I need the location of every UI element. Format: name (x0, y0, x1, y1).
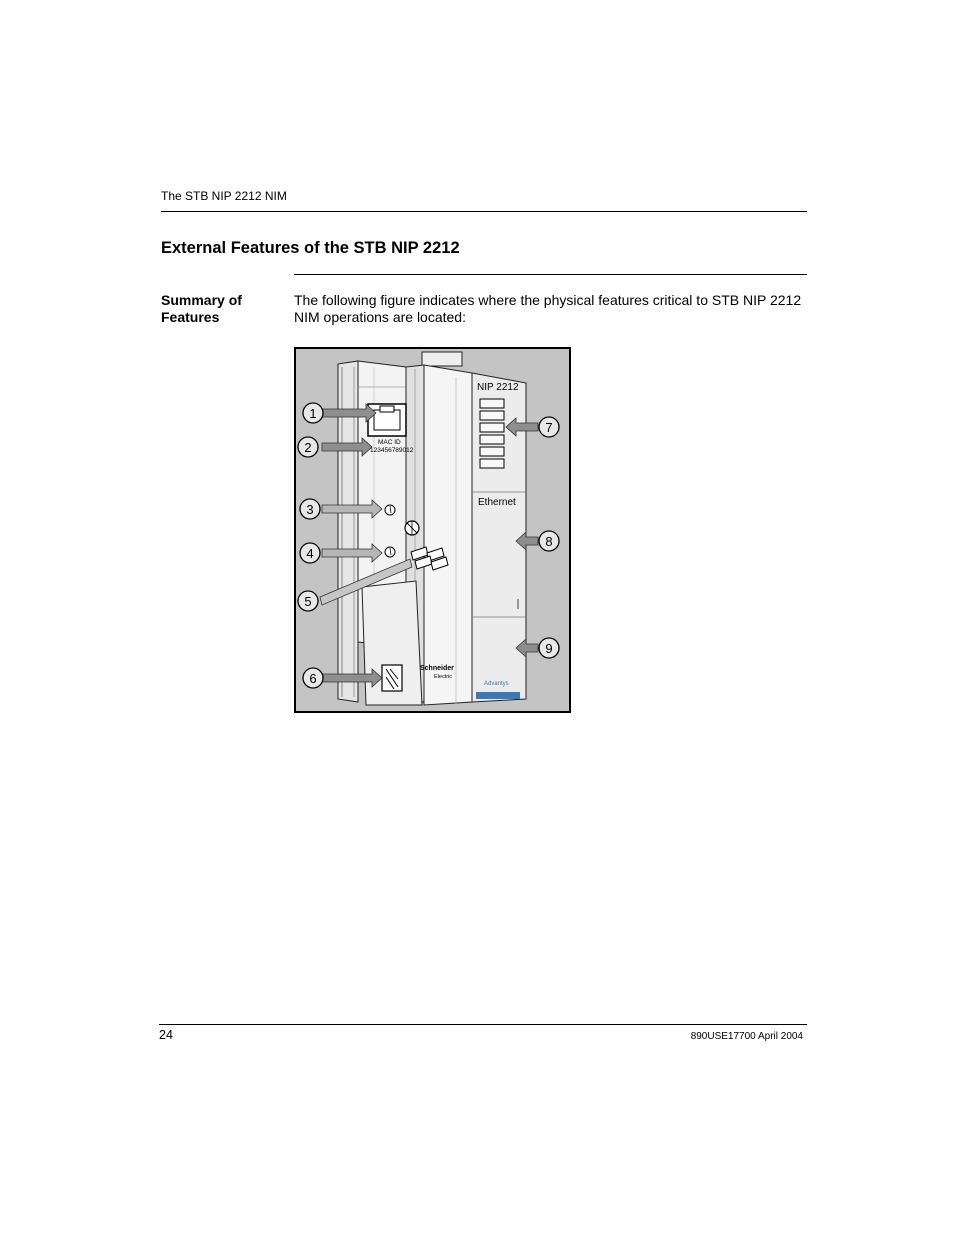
product-line: Advantys (484, 681, 509, 687)
section-title: External Features of the STB NIP 2212 (161, 239, 460, 257)
running-header: The STB NIP 2212 NIM (161, 189, 287, 203)
brand-line2: Electric (434, 674, 453, 680)
module-right-edge (472, 373, 526, 702)
module-right-housing (424, 365, 472, 705)
callout-6 (303, 668, 323, 688)
summary-label-line2: Features (161, 309, 220, 325)
callout-8 (539, 531, 559, 551)
svg-text:7: 7 (545, 420, 553, 435)
brand-line1: Schneider (420, 665, 454, 672)
svg-text:5: 5 (304, 594, 312, 609)
footer-rule (159, 1024, 807, 1025)
callout-7 (539, 417, 559, 437)
callout-5 (298, 591, 318, 611)
module-top-tab (422, 352, 462, 366)
document-id: 890USE17700 April 2004 (690, 1031, 803, 1042)
nim-figure (294, 347, 571, 713)
product-badge (476, 692, 520, 699)
svg-text:4: 4 (306, 546, 314, 561)
svg-text:1: 1 (309, 406, 317, 421)
callout-9 (539, 638, 559, 658)
callout-4 (300, 543, 320, 563)
summary-label (161, 292, 281, 326)
summary-text: The following figure indicates where the physical features critical to STB NIP 2212 NIM operations are located: (294, 292, 802, 325)
section-rule (294, 274, 807, 275)
svg-text:8: 8 (545, 534, 553, 549)
header-rule (161, 211, 807, 212)
svg-text:9: 9 (545, 641, 553, 656)
callout-3 (300, 499, 320, 519)
mac-id-value: 123456789012 (370, 447, 414, 454)
callout-1 (303, 403, 323, 423)
model-label: NIP 2212 (477, 382, 519, 393)
nim-illustration (294, 347, 571, 713)
svg-text:3: 3 (306, 502, 314, 517)
page-number: 24 (159, 1028, 173, 1042)
svg-text:2: 2 (304, 440, 312, 455)
svg-text:6: 6 (309, 671, 317, 686)
mac-id-label: MAC ID (378, 439, 401, 446)
summary-label-line1: Summary of (161, 292, 242, 308)
ethernet-label: Ethernet (478, 497, 516, 508)
callout-2 (298, 437, 318, 457)
